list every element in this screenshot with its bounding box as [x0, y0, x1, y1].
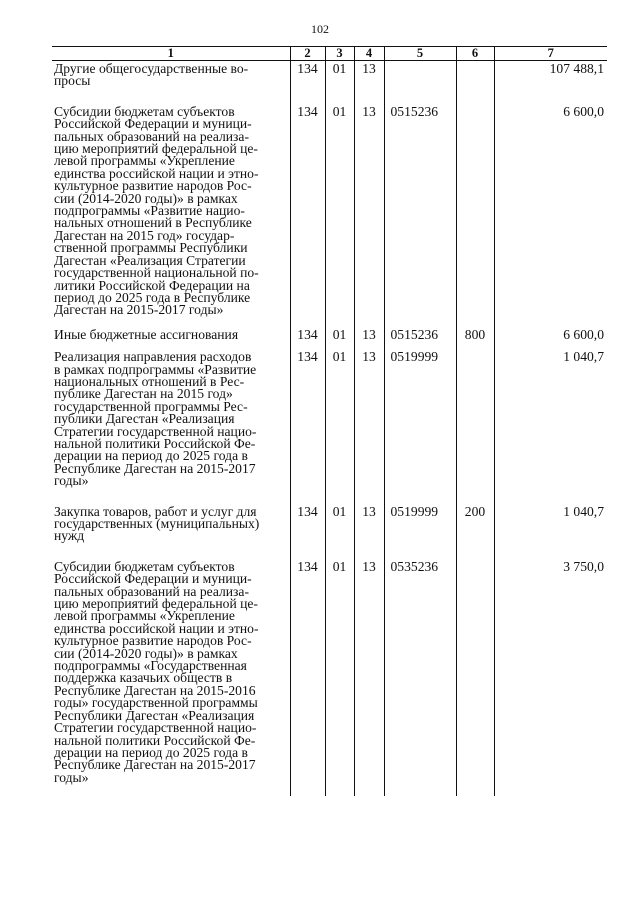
expense-name: Субсидии бюджетам субъектов Российской Федерации и муници- пальных образований на реализа- цию мероприятий федеральной це- левой программы «Укрепление единства российской нации и этно- культурное развитие народов Рос- сии (2014-2020 годы)» в рамках подпрограммы «Государственная поддержка казачьих обществ в Республике Дагестан на 2015-2016 годы» государственной программы Республики Дагестан «Реализация Стратегии государственной нацио- нальной политики Российской Фе- дерации на период до 2025 года в Республике Дагестан на 2015-2017 годы»	[54, 558, 259, 785]
amount: 107 488,1	[494, 61, 607, 104]
expense-type-code	[456, 559, 494, 796]
column-header: 7	[494, 47, 607, 61]
table-row	[52, 349, 607, 503]
table-row	[52, 504, 607, 559]
expense-name: Реализация направления расходов в рамках подпрограммы «Развитие национальных отношений в Рес- публике Дагестан на 2015 год» государственной программы Рес- публики Дагестан «Реализация Стратегии государственной нацио- нальной политики Российской Фе- дерации на период до 2025 года в Республике Дагестан на 2015-2017 годы»	[54, 349, 257, 489]
table-header-row	[52, 47, 607, 61]
target-article-code	[384, 61, 456, 104]
section-code: 01	[325, 559, 354, 796]
amount: 6 600,0	[494, 104, 607, 327]
column-header: 1	[52, 47, 290, 61]
table-row	[52, 327, 607, 349]
target-article-code: 0519999	[384, 349, 456, 503]
expense-type-code	[456, 61, 494, 104]
target-article-code: 0515236	[384, 104, 456, 327]
expense-type-code: 800	[456, 327, 494, 349]
column-header: 3	[325, 47, 354, 61]
amount: 1 040,7	[494, 504, 607, 559]
expense-name: Иные бюджетные ассигнования	[54, 326, 239, 342]
section-code: 01	[325, 349, 354, 503]
table-row	[52, 104, 607, 327]
ministry-code: 134	[290, 559, 325, 796]
subsection-code: 13	[354, 104, 384, 327]
ministry-code: 134	[290, 104, 325, 327]
amount: 6 600,0	[494, 327, 607, 349]
subsection-code: 13	[354, 327, 384, 349]
section-code: 01	[325, 327, 354, 349]
expense-name: Закупка товаров, работ и услуг для государственных (муниципальных) нужд	[54, 503, 260, 544]
target-article-code: 0535236	[384, 559, 456, 796]
subsection-code: 13	[354, 349, 384, 503]
expense-name: Субсидии бюджетам субъектов Российской Федерации и муници- пальных образований на реализа- цию мероприятий федеральной це- левой программы «Укрепление единства российской нации и этно- культурное развитие народов Рос- сии (2014-2020 годы)» в рамках подпрограммы «Развитие нацио- нальных отношений в Республике Дагестан на 2015 год» государ- ственной программы Республики Дагестан «Реализация Стратегии государственной национальной по- литики Российской Федерации на период до 2025 года в Республике Дагестан на 2015-2017 годы»	[54, 103, 259, 318]
expense-name: Другие общегосударственные во- просы	[54, 61, 249, 89]
subsection-code: 13	[354, 559, 384, 796]
table-row	[52, 559, 607, 796]
column-header: 6	[456, 47, 494, 61]
page-number: 102	[311, 22, 329, 36]
target-article-code: 0515236	[384, 327, 456, 349]
table-row	[52, 61, 607, 104]
column-header: 5	[384, 47, 456, 61]
column-header: 2	[290, 47, 325, 61]
section-code: 01	[325, 104, 354, 327]
section-code: 01	[325, 61, 354, 104]
subsection-code: 13	[354, 504, 384, 559]
ministry-code: 134	[290, 327, 325, 349]
budget-table	[52, 46, 607, 796]
expense-type-code: 200	[456, 504, 494, 559]
ministry-code: 134	[290, 349, 325, 503]
amount: 1 040,7	[494, 349, 607, 503]
target-article-code: 0519999	[384, 504, 456, 559]
subsection-code: 13	[354, 61, 384, 104]
ministry-code: 134	[290, 504, 325, 559]
expense-type-code	[456, 349, 494, 503]
section-code: 01	[325, 504, 354, 559]
ministry-code: 134	[290, 61, 325, 104]
amount: 3 750,0	[494, 559, 607, 796]
expense-type-code	[456, 104, 494, 327]
column-header: 4	[354, 47, 384, 61]
